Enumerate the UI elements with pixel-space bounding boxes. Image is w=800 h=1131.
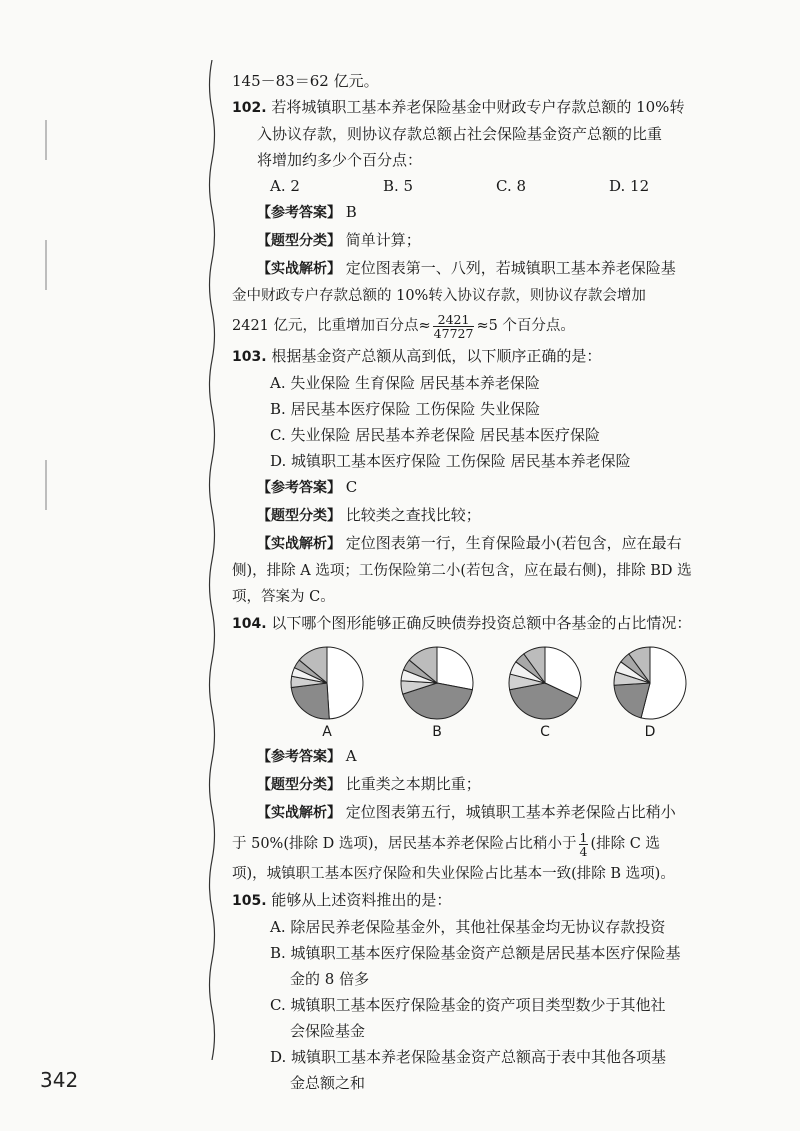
pie-label: A	[322, 724, 332, 740]
analysis-text: 定位图表第一行，生育保险最小(若包含，应在最右	[345, 534, 682, 552]
pie-slice	[291, 683, 329, 719]
question-number: 104.	[232, 616, 267, 632]
analysis-line	[232, 255, 742, 283]
option-c: C. 失业保险 居民基本养老保险 居民基本医疗保险	[270, 426, 601, 444]
question-number: 102.	[232, 100, 267, 116]
option-c-cont: 会保险基金	[290, 1022, 366, 1040]
analysis-text	[232, 827, 742, 861]
answer-tag: 【参考答案】	[257, 480, 341, 496]
analysis-tag: 【实战解析】	[257, 805, 341, 821]
analysis-tag: 【实战解析】	[257, 261, 341, 277]
answer-value: A	[345, 747, 357, 765]
page-number: 342	[40, 1068, 79, 1092]
answer-tag: 【参考答案】	[257, 749, 341, 765]
question-stem: 根据基金资产总额从高到低，以下顺序正确的是：	[271, 347, 602, 365]
pie-slice	[327, 647, 363, 719]
analysis-text: 侧)，排除 A 选项；工伤保险第二小(若包含，应在最右侧)，排除 BD 选	[232, 563, 692, 579]
pie-option-c	[500, 643, 590, 741]
option-b: B. 5	[383, 177, 414, 195]
analysis-text: 金中财政专户存款总额的 10%转入协议存款，则协议存款会增加	[232, 288, 646, 304]
type-tag: 【题型分类】	[257, 777, 341, 793]
pie-charts	[232, 643, 742, 743]
analysis-text-pre: 2421 亿元，比重增加百分点≈	[232, 318, 431, 334]
pie-slice	[437, 647, 473, 690]
option-d: D. 城镇职工基本医疗保险 工伤保险 居民基本养老保险	[270, 452, 631, 470]
analysis-text-pre: 于 50%(排除 D 选项)，居民基本养老保险占比稍小于	[232, 836, 577, 852]
type-tag: 【题型分类】	[257, 233, 341, 249]
analysis-text: 项，答案为 C。	[232, 589, 335, 605]
option-d-cont: 金总额之和	[290, 1074, 366, 1092]
question-104	[232, 610, 742, 887]
analysis-text	[232, 309, 742, 343]
analysis-text: 项)，城镇职工基本医疗保险和失业保险占比基本一致(排除 B 选项)。	[232, 866, 675, 882]
analysis-text-post: (排除 C 选	[590, 836, 660, 852]
top-line: 145－83＝62 亿元。	[232, 72, 379, 90]
type-value: 比重类之本期比重；	[345, 775, 481, 793]
pie-chart-b	[397, 643, 477, 723]
pie-chart-d	[610, 643, 690, 723]
answer-tag: 【参考答案】	[257, 205, 341, 221]
answer-line	[232, 199, 742, 227]
pie-chart-c	[505, 643, 585, 723]
option-b: B. 居民基本医疗保险 工伤保险 失业保险	[270, 400, 541, 418]
type-tag: 【题型分类】	[257, 508, 341, 524]
options-row	[232, 173, 742, 199]
option-a: A. 2	[270, 177, 300, 195]
fraction-numerator: 2421	[433, 313, 475, 327]
pie-chart-a	[287, 643, 367, 723]
pie-option-d	[605, 643, 695, 741]
analysis-text-post: ≈5 个百分点。	[476, 318, 575, 334]
scan-margin-mark	[45, 120, 47, 160]
fraction	[433, 313, 475, 340]
type-line	[232, 502, 742, 530]
analysis-line	[232, 530, 742, 558]
answer-value: B	[345, 203, 357, 221]
type-line	[232, 227, 742, 255]
question-stem-line: 将增加约多少个百分点：	[257, 151, 423, 169]
type-value: 简单计算；	[345, 231, 421, 249]
fraction	[579, 831, 589, 858]
question-102	[232, 94, 742, 343]
fraction-numerator: 1	[579, 829, 588, 845]
question-number: 105.	[232, 893, 267, 909]
pie-label: C	[540, 724, 550, 740]
analysis-text: 定位图表第一、八列，若城镇职工基本养老保险基	[345, 259, 676, 277]
option-a: A. 除居民养老保险基金外，其他社保基金均无协议存款投资	[270, 918, 666, 936]
answer-value: C	[345, 478, 358, 496]
scan-margin-mark	[45, 240, 47, 290]
option-b-cont: 金的 8 倍多	[290, 970, 370, 988]
analysis-text: 定位图表第五行，城镇职工基本养老保险占比稍小	[345, 803, 676, 821]
question-105	[232, 887, 742, 1096]
pie-label: B	[432, 724, 442, 740]
option-d: D. 12	[609, 177, 650, 195]
pie-label: D	[644, 724, 656, 740]
pie-option-a	[282, 643, 372, 741]
question-stem-line: 若将城镇职工基本养老保险基金中财政专户存款总额的 10%转	[271, 98, 685, 116]
option-d: D. 城镇职工基本养老保险基金资产总额高于表中其他各项基	[270, 1048, 667, 1066]
option-c: C. 8	[496, 177, 527, 195]
option-b: B. 城镇职工基本医疗保险基金资产总额是居民基本医疗保险基	[270, 944, 681, 962]
option-c: C. 城镇职工基本医疗保险基金的资产项目类型数少于其他社	[270, 996, 666, 1014]
question-number: 103.	[232, 349, 267, 365]
type-line	[232, 771, 742, 799]
analysis-tag: 【实战解析】	[257, 536, 341, 552]
analysis-line	[232, 799, 742, 827]
fraction-denominator: 4	[579, 843, 588, 859]
answer-line	[232, 743, 742, 771]
fraction-denominator: 47727	[433, 325, 474, 341]
type-value: 比较类之查找比较；	[345, 506, 481, 524]
question-stem: 能够从上述资料推出的是：	[271, 891, 452, 909]
option-a: A. 失业保险 生育保险 居民基本养老保险	[270, 374, 540, 392]
scan-margin-mark	[45, 460, 47, 510]
question-stem: 以下哪个图形能够正确反映债券投资总额中各基金的占比情况：	[271, 614, 692, 632]
answer-line	[232, 474, 742, 502]
pie-option-b	[392, 643, 482, 741]
question-stem-line: 入协议存款，则协议存款总额占社会保险基金资产总额的比重	[257, 125, 663, 143]
question-103	[232, 343, 742, 610]
page-binding-edge	[205, 60, 219, 1060]
page-content	[232, 68, 742, 1096]
